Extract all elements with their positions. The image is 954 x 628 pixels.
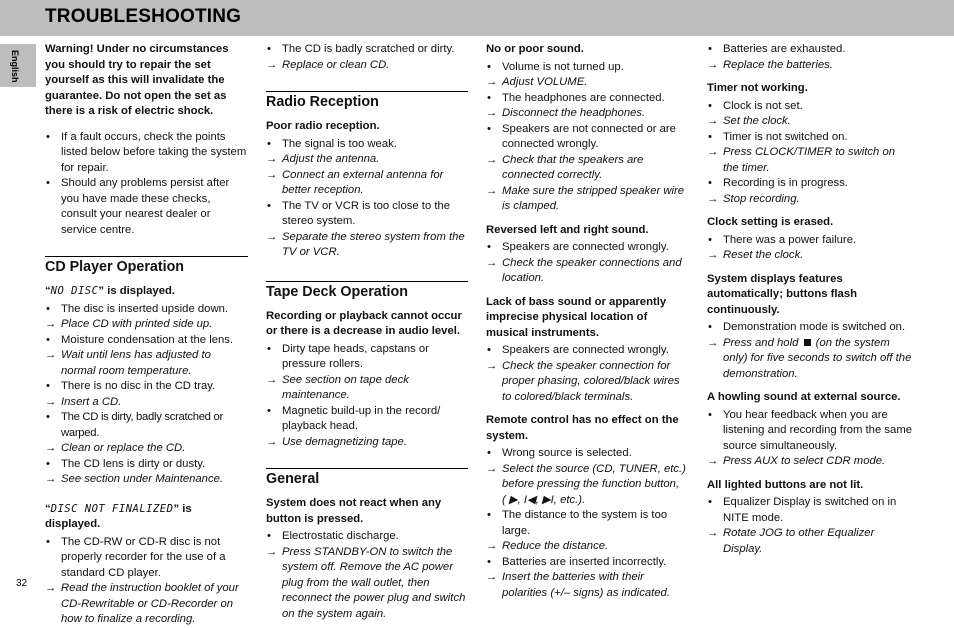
intro-item: • If a fault occurs, check the points listed below before taking the system for repair. bbox=[45, 130, 248, 177]
cause-item: • Recording is in progress. bbox=[707, 176, 912, 192]
cause-item: • Timer is not switched on. bbox=[707, 130, 912, 146]
remedy-item: → Reduce the distance. bbox=[486, 539, 691, 555]
column-4 bbox=[707, 42, 912, 557]
symptom-heading: All lighted buttons are not lit. bbox=[707, 478, 864, 491]
cause-item: • There is no disc in the CD tray. bbox=[45, 379, 248, 395]
symptom-heading: Poor radio reception. bbox=[266, 120, 380, 132]
cause-item: • Volume is not turned up. bbox=[486, 60, 691, 76]
cause-item: • Clock is not set. bbox=[707, 99, 912, 115]
remedy-item: → See section on tape deck maintenance. bbox=[266, 373, 468, 404]
section-title-cd: CD Player Operation bbox=[45, 256, 248, 276]
cause-item: • Speakers are connected wrongly. bbox=[486, 240, 691, 256]
header-bar bbox=[0, 0, 954, 36]
remedy-item: → Disconnect the headphones. bbox=[486, 106, 691, 122]
lcd-message: DISC NOT FINALIZED bbox=[50, 502, 174, 515]
cause-item: • Speakers are connected wrongly. bbox=[486, 343, 691, 359]
remedy-item: → Select the source (CD, TUNER, etc.) before pressing the function button, ( ▶, I◀, ▶I, etc.). bbox=[486, 462, 691, 509]
symptom-heading: Remote control has no effect on the system. bbox=[486, 414, 679, 442]
remedy-item: → Separate the stereo system from the TV or VCR. bbox=[266, 230, 468, 261]
remedy-item: → Check the speaker connection for proper phasing, colored/black wires to colored/black terminals. bbox=[486, 359, 691, 406]
symptom-heading: No or poor sound. bbox=[486, 43, 584, 55]
cause-item: • The disc is inserted upside down. bbox=[45, 302, 248, 318]
symptom-heading: Lack of bass sound or apparently imprecise physical location of musical instruments. bbox=[486, 295, 667, 339]
remedy-item: → Connect an external antenna for better reception. bbox=[266, 168, 468, 199]
cause-item: • The CD-RW or CD-R disc is not properly recorder for the use of a standard CD player. bbox=[45, 535, 248, 582]
cause-item: • Demonstration mode is switched on. bbox=[707, 320, 912, 336]
remedy-item: → Use demagnetizing tape. bbox=[266, 435, 468, 451]
symptom-heading: Timer not working. bbox=[707, 82, 808, 94]
section-title-radio: Radio Reception bbox=[266, 91, 468, 111]
remedy-item: → Rotate JOG to other Equalizer Display. bbox=[707, 526, 912, 557]
symptom-heading: “NO DISC” is displayed. bbox=[45, 285, 176, 297]
symptom-heading: System displays features automatically; buttons flash continuously. bbox=[707, 272, 858, 316]
playback-button-icons: ( ▶, I◀, ▶I, etc.). bbox=[502, 493, 586, 506]
remedy-item: → Make sure the stripped speaker wire is clamped. bbox=[486, 184, 691, 215]
remedy-item: → Press STANDBY-ON to switch the system off. Remove the AC power plug from the wall outlet, then reconnect the power plug and switch on the system again. bbox=[266, 545, 468, 623]
lcd-message: NO DISC bbox=[50, 285, 99, 297]
cause-item: • Batteries are exhausted. bbox=[707, 42, 912, 58]
remedy-item: → Check the speaker connections and location. bbox=[486, 256, 691, 287]
cause-item: • Magnetic build-up in the record/ playback head. bbox=[266, 404, 468, 435]
warning-text: Warning! Under no circumstances you should try to repair the set yourself as this will invalidate the guarantee. Do not open the set as there is a risk of electric shock. bbox=[45, 43, 229, 117]
cause-item: • Equalizer Display is switched on in NITE mode. bbox=[707, 495, 912, 526]
cause-item: • Dirty tape heads, capstans or pressure rollers. bbox=[266, 342, 468, 373]
cause-item: • The distance to the system is too large. bbox=[486, 508, 691, 539]
remedy-item: → Insert the batteries with their polarities (+/– signs) as indicated. bbox=[486, 570, 691, 601]
remedy-item: → Set the clock. bbox=[707, 114, 912, 130]
cause-item: • The CD lens is dirty or dusty. bbox=[45, 457, 248, 473]
symptom-heading: A howling sound at external source. bbox=[707, 391, 901, 403]
column-3 bbox=[486, 42, 691, 601]
remedy-item: → Clean or replace the CD. bbox=[45, 441, 248, 457]
remedy-item: → Adjust the antenna. bbox=[266, 152, 468, 168]
intro-item: • Should any problems persist after you have made these checks, consult your nearest dealer or service centre. bbox=[45, 176, 248, 238]
remedy-item: → Reset the clock. bbox=[707, 248, 912, 264]
cause-item: • You hear feedback when you are listening and recording from the same source simultaneously. bbox=[707, 408, 912, 455]
page-title: TROUBLESHOOTING bbox=[45, 6, 242, 27]
cause-item: • Wrong source is selected. bbox=[486, 446, 691, 462]
remedy-item: → Press and hold (on the system only) for five seconds to switch off the demonstration. bbox=[707, 336, 912, 383]
language-label: English bbox=[10, 50, 20, 83]
page-number: 32 bbox=[16, 578, 28, 589]
cause-item: • Batteries are inserted incorrectly. bbox=[486, 555, 691, 571]
cause-item: • The CD is dirty, badly scratched or warped. bbox=[45, 410, 248, 441]
remedy-item: → Press CLOCK/TIMER to switch on the timer. bbox=[707, 145, 912, 176]
symptom-heading: Clock setting is erased. bbox=[707, 216, 834, 228]
column-2 bbox=[266, 42, 468, 622]
remedy-item: → Replace the batteries. bbox=[707, 58, 912, 74]
language-tab bbox=[0, 44, 36, 87]
symptom-heading: Reversed left and right sound. bbox=[486, 223, 649, 236]
remedy-item: → Adjust VOLUME. bbox=[486, 75, 691, 91]
remedy-item: → See section under Maintenance. bbox=[45, 472, 248, 488]
section-title-general: General bbox=[266, 468, 468, 488]
symptom-heading: System does not react when any button is pressed. bbox=[266, 497, 442, 525]
cause-item: • There was a power failure. bbox=[707, 233, 912, 249]
cause-item: • The signal is too weak. bbox=[266, 137, 468, 153]
stop-square-icon bbox=[804, 339, 811, 346]
cause-item: • Speakers are not connected or are connected wrongly. bbox=[486, 122, 691, 153]
remedy-item: → Wait until lens has adjusted to normal room temperature. bbox=[45, 348, 248, 379]
symptom-heading: Recording or playback cannot occur or there is a decrease in audio level. bbox=[266, 309, 462, 337]
cause-item: • Moisture condensation at the lens. bbox=[45, 333, 248, 349]
cause-item: • The headphones are connected. bbox=[486, 91, 691, 107]
column-1 bbox=[45, 42, 248, 628]
remedy-item: → Replace or clean CD. bbox=[266, 58, 468, 74]
cause-item: • Electrostatic discharge. bbox=[266, 529, 468, 545]
remedy-item: → Read the instruction booklet of your CD-Rewritable or CD-Recorder on how to finalize a recording. bbox=[45, 581, 248, 628]
remedy-item: → Stop recording. bbox=[707, 192, 912, 208]
remedy-item: → Check that the speakers are connected correctly. bbox=[486, 153, 691, 184]
remedy-item: → Place CD with printed side up. bbox=[45, 317, 248, 333]
remedy-item: → Insert a CD. bbox=[45, 395, 248, 411]
remedy-item: → Press AUX to select CDR mode. bbox=[707, 454, 912, 470]
cause-item: • The CD is badly scratched or dirty. bbox=[266, 42, 468, 58]
symptom-heading: “DISC NOT FINALIZED” is displayed. bbox=[45, 502, 192, 530]
cause-item: • The TV or VCR is too close to the stereo system. bbox=[266, 199, 468, 230]
section-title-tape: Tape Deck Operation bbox=[266, 281, 468, 301]
